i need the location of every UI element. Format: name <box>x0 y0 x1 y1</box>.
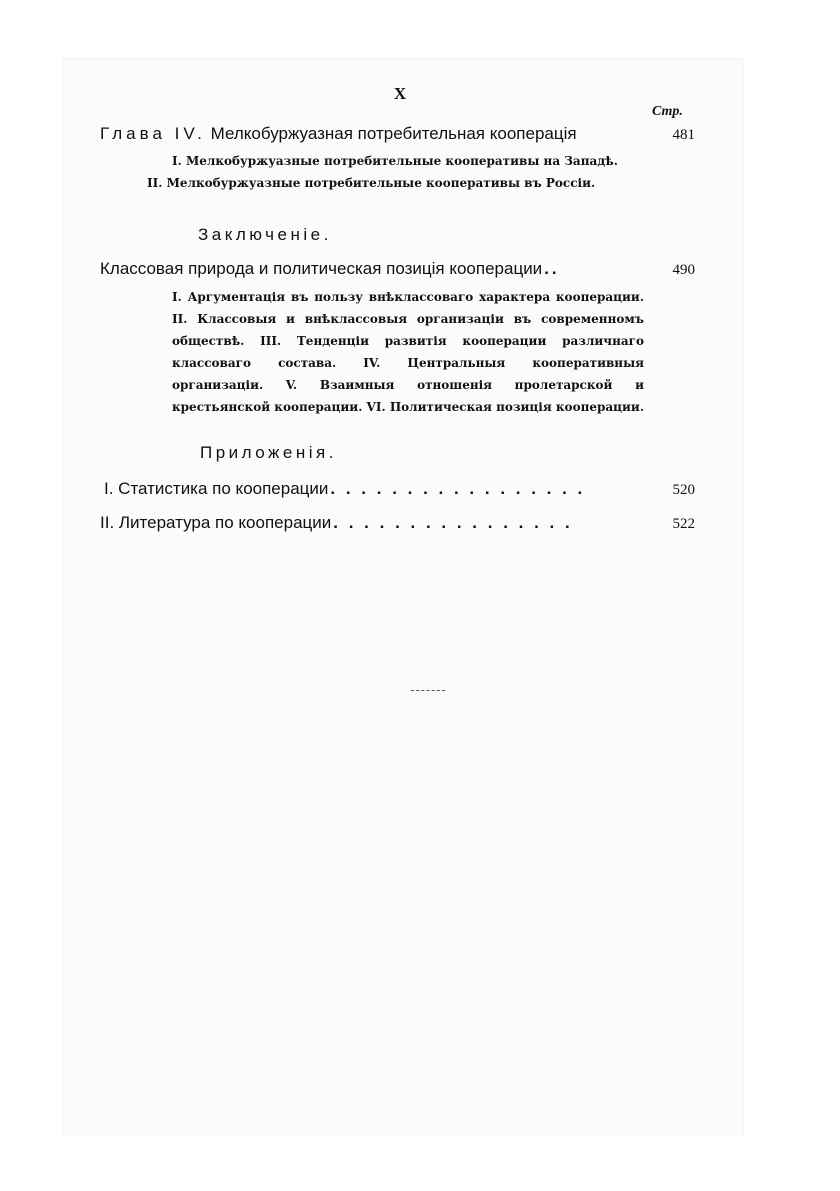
chapter-page-number: 481 <box>672 127 695 143</box>
appendix-page-number: 520 <box>672 482 695 498</box>
toc-entry-appendix-2 <box>100 513 695 533</box>
toc-entry-appendix-1 <box>104 479 695 499</box>
conclusion-summary: I. Аргументація въ пользу внѣклассоваго характера кооперации. II. Классовыя и внѣклассовыя организаціи въ современномъ обществѣ. III. Тенденціи развитія кооперации различнаго классоваго состава. IV. Центральныя кооперативныя организаціи. V. Взаимныя отношенія пролетарской и крестьянской кооперации. VI. Политическая позиція кооперации. <box>172 290 644 414</box>
end-divider <box>411 690 445 691</box>
appendix-leader: . . . . . . . . . . . . . . . . <box>333 513 573 532</box>
toc-entry-chapter-iv <box>100 124 695 144</box>
conclusion-heading: Заключеніе. <box>198 225 332 244</box>
chapter-subsection-2: II. Мелкобуржуазные потребительные кооперативы въ Россіи. <box>147 176 596 190</box>
page-number: X <box>393 84 407 103</box>
conclusion-title: Классовая природа и политическая позиція кооперации <box>100 259 543 278</box>
conclusion-leader: .. <box>544 259 560 278</box>
chapter-subsection-1: I. Мелкобуржуазные потребительные кооперативы на Западѣ. <box>172 154 618 168</box>
page-background <box>62 58 744 1135</box>
appendix-title: II. Литература по кооперации <box>100 513 332 532</box>
chapter-title: Мелкобуржуазная потребительная кооперація <box>210 124 577 143</box>
page-column-label: Стр. <box>652 104 683 119</box>
appendix-title: I. Статистика по кооперации <box>104 479 329 498</box>
appendices-heading: Приложенія. <box>200 443 337 462</box>
appendix-leader: . . . . . . . . . . . . . . . . . <box>330 479 586 498</box>
appendix-page-number: 522 <box>672 516 695 532</box>
conclusion-page-number: 490 <box>672 262 695 278</box>
chapter-label: Глава IV. <box>100 124 206 143</box>
toc-entry-conclusion <box>100 259 695 279</box>
